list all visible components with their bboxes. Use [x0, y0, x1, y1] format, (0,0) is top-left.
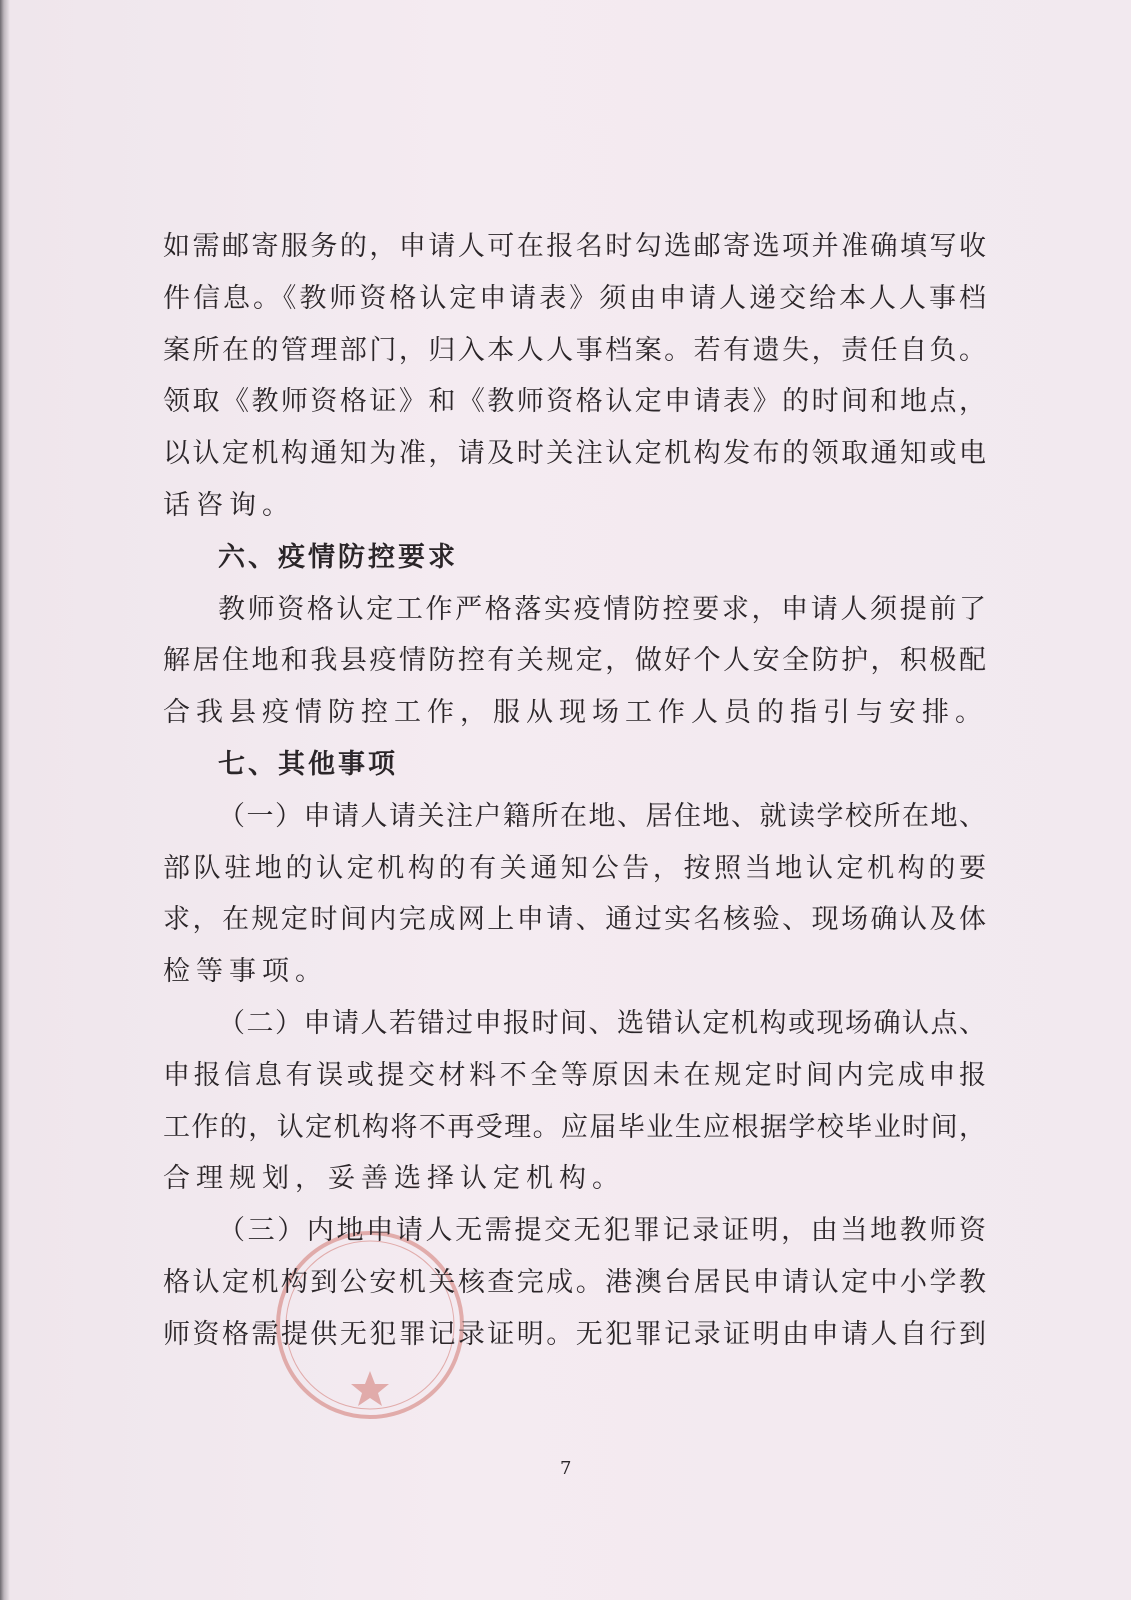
text-line: 件信息。《教师资格认定申请表》须由申请人递交给本人人事档 [163, 282, 986, 314]
text-line: 案所在的管理部门，归入本人人事档案。若有遗失，责任自负。 [163, 334, 986, 366]
text-line: 话咨询。 [163, 490, 295, 521]
text-line: 领取《教师资格证》和《教师资格认定申请表》的时间和地点， [163, 386, 986, 418]
text-line: 部队驻地的认定机构的有关通知公告，按照当地认定机构的要 [163, 852, 986, 884]
text-line: 以认定机构通知为准，请及时关注认定机构发布的领取通知或电 [163, 438, 986, 470]
text-line: （三）内地申请人无需提交无犯罪记录证明，由当地教师资 [218, 1215, 986, 1247]
text-line: 合我县疫情防控工作，服从现场工作人员的指引与安排。 [163, 697, 988, 729]
section-heading: 六、疫情防控要求 [218, 541, 458, 573]
text-line: 申报信息有误或提交材料不全等原因未在规定时间内完成申报 [163, 1059, 986, 1091]
text-line: 合理规划，妥善选择认定机构。 [163, 1163, 625, 1195]
text-line: 工作的，认定机构将不再受理。应届毕业生应根据学校毕业时间， [163, 1111, 986, 1143]
text-line: 解居住地和我县疫情防控有关规定，做好个人安全防护，积极配 [163, 645, 986, 677]
text-line: 教师资格认定工作严格落实疫情防控要求，申请人须提前了 [218, 593, 986, 625]
text-line: 格认定机构到公安机关核查完成。港澳台居民申请认定中小学教 [163, 1267, 986, 1298]
page-number: 7 [560, 1458, 572, 1479]
text-line: 检等事项。 [163, 956, 328, 988]
text-line: （一）申请人请关注户籍所在地、居住地、就读学校所在地、 [218, 800, 986, 832]
text-line: 如需邮寄服务的，申请人可在报名时勾选邮寄选项并准确填写收 [163, 231, 986, 262]
section-heading: 七、其他事项 [218, 749, 398, 780]
text-line: 求，在规定时间内完成网上申请、通过实名核验、现场确认及体 [163, 904, 986, 936]
text-line: 师资格需提供无犯罪记录证明。无犯罪记录证明由申请人自行到 [163, 1318, 986, 1350]
text-line: （二）申请人若错过申报时间、选错认定机构或现场确认点、 [218, 1008, 986, 1039]
